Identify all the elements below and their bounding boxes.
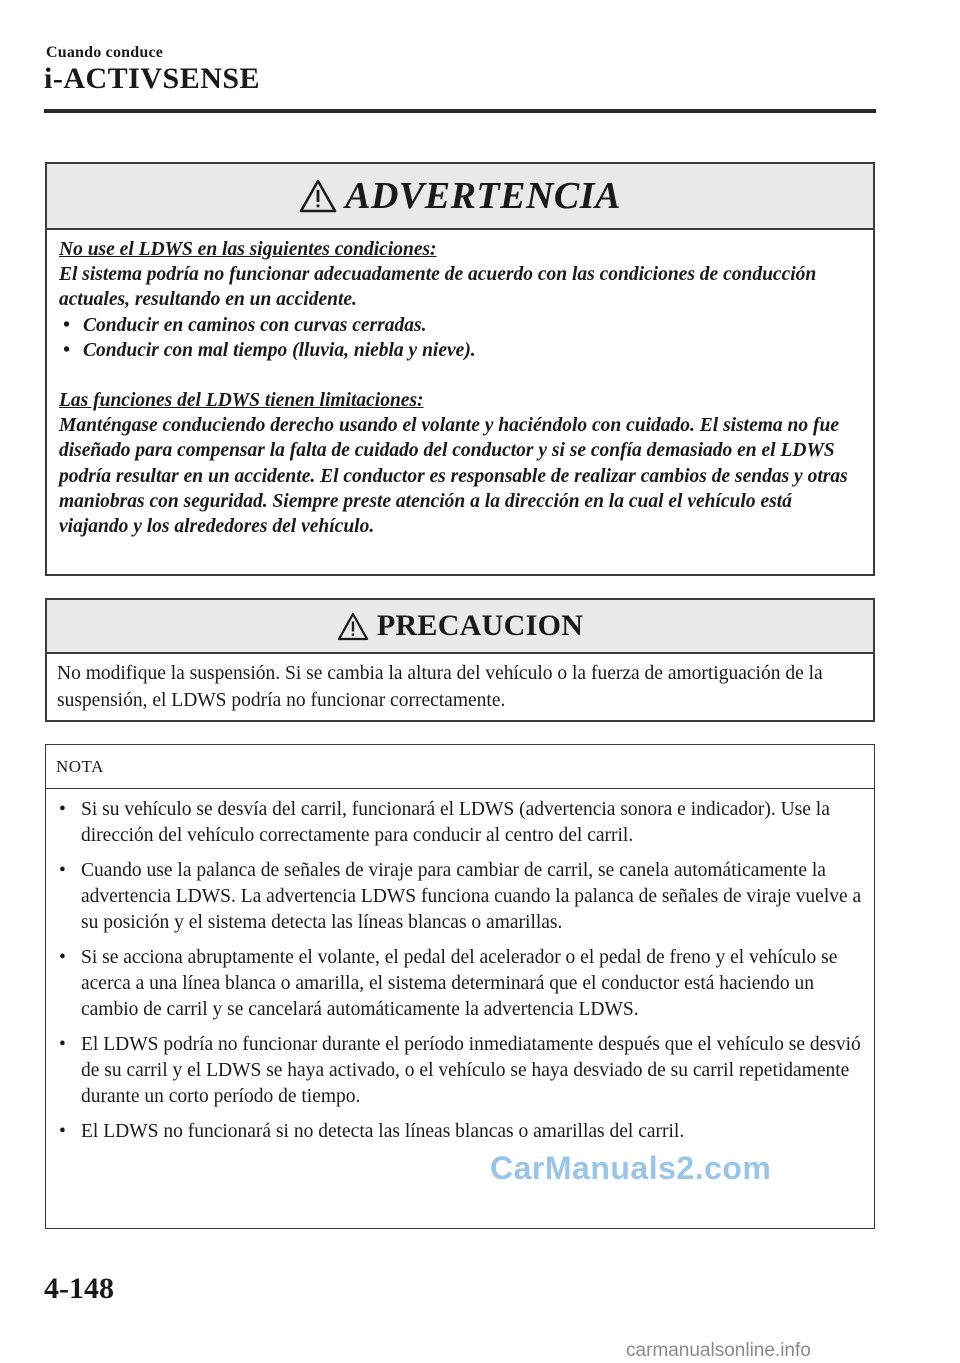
bullet-glyph: • bbox=[59, 860, 66, 881]
bullet-glyph: • bbox=[59, 1034, 66, 1055]
warning-bullet-text: Conducir con mal tiempo (lluvia, niebla y nieve). bbox=[83, 339, 476, 361]
header-divider bbox=[44, 109, 876, 113]
note-item bbox=[56, 945, 864, 1023]
note-body bbox=[46, 789, 874, 1145]
bullet-glyph: • bbox=[59, 1121, 66, 1142]
warning-header bbox=[47, 164, 873, 230]
note-item bbox=[56, 1032, 864, 1110]
note-item-text: El LDWS podría no funcionar durante el período inmediatamente después que el vehículo se desvió de su carril y el LDWS se haya activado, o el vehículo se haya desviado de su carril repetidamente durante un corto período de tiempo. bbox=[81, 1034, 861, 1107]
note-item bbox=[56, 797, 864, 849]
warning-text-conditions: El sistema podría no funcionar adecuadamente de acuerdo con las condiciones de conducción actuales, resultando en un accidente. bbox=[59, 264, 817, 311]
note-title: NOTA bbox=[46, 745, 874, 789]
site-watermark: carmanualsonline.info bbox=[626, 1340, 811, 1361]
note-item-text: El LDWS no funcionará si no detecta las líneas blancas o amarillas del carril. bbox=[81, 1121, 685, 1142]
warning-bullet bbox=[59, 313, 861, 338]
warning-bullet bbox=[59, 338, 861, 363]
page-title: i-ACTIVSENSE bbox=[44, 62, 261, 95]
caution-title: PRECAUCION bbox=[376, 609, 584, 642]
warning-body bbox=[47, 230, 873, 539]
watermark-logo: CarManuals2.com bbox=[490, 1150, 772, 1186]
warning-title: ADVERTENCIA bbox=[345, 175, 621, 217]
note-item-text: Cuando use la palanca de señales de viraje para cambiar de carril, se canela automáticamente la advertencia LDWS. La advertencia LDWS funciona cuando la palanca de señales de viraje vuelve a su posición y el sistema detecta las líneas blancas o amarillas. bbox=[81, 860, 862, 933]
note-item bbox=[56, 858, 864, 936]
note-item bbox=[56, 1119, 864, 1145]
note-item-text: Si se acciona abruptamente el volante, el pedal del acelerador o el pedal de freno y el vehículo se acerca a una línea blanca o amarilla, el sistema determinará que el conductor está haciendo un cambio de carril y se cancelará automáticamente la advertencia LDWS. bbox=[81, 947, 838, 1020]
bullet-glyph: • bbox=[63, 314, 70, 336]
warning-text-limitations: Manténgase conduciendo derecho usando el volante y haciéndolo con cuidado. El sistema no fue diseñado para compensar la falta de cuidado del conductor y si se confía demasiado en el LDWS podría resultar en un accidente. El conductor es responsable de realizar cambios de sendas y otras maniobras con seguridad. Siempre preste atención a la dirección en la cual el vehículo está viajando y los alrededores del vehículo. bbox=[59, 415, 848, 538]
bullet-glyph: • bbox=[59, 799, 66, 820]
section-label: Cuando conduce bbox=[46, 44, 164, 61]
caution-box bbox=[45, 598, 875, 722]
warning-box bbox=[45, 162, 875, 576]
page-number: 4-148 bbox=[44, 1272, 114, 1305]
warning-triangle-icon bbox=[299, 179, 337, 213]
warning-heading-conditions: No use el LDWS en las siguientes condiciones: bbox=[59, 239, 437, 260]
caution-triangle-icon bbox=[337, 612, 369, 641]
warning-bullet-text: Conducir en caminos con curvas cerradas. bbox=[83, 314, 427, 336]
warning-heading-limitations: Las funciones del LDWS tienen limitaciones: bbox=[59, 390, 424, 412]
caution-header bbox=[47, 600, 873, 654]
bullet-glyph: • bbox=[59, 947, 66, 968]
caution-text: No modifique la suspensión. Si se cambia la altura del vehículo o la fuerza de amortiguación de la suspensión, el LDWS podría no funcionar correctamente. bbox=[57, 663, 823, 711]
note-item-text: Si su vehículo se desvía del carril, funcionará el LDWS (advertencia sonora e indicador). Use la dirección del vehículo correctamente para conducir al centro del carril. bbox=[81, 799, 830, 846]
bullet-glyph: • bbox=[63, 339, 70, 361]
